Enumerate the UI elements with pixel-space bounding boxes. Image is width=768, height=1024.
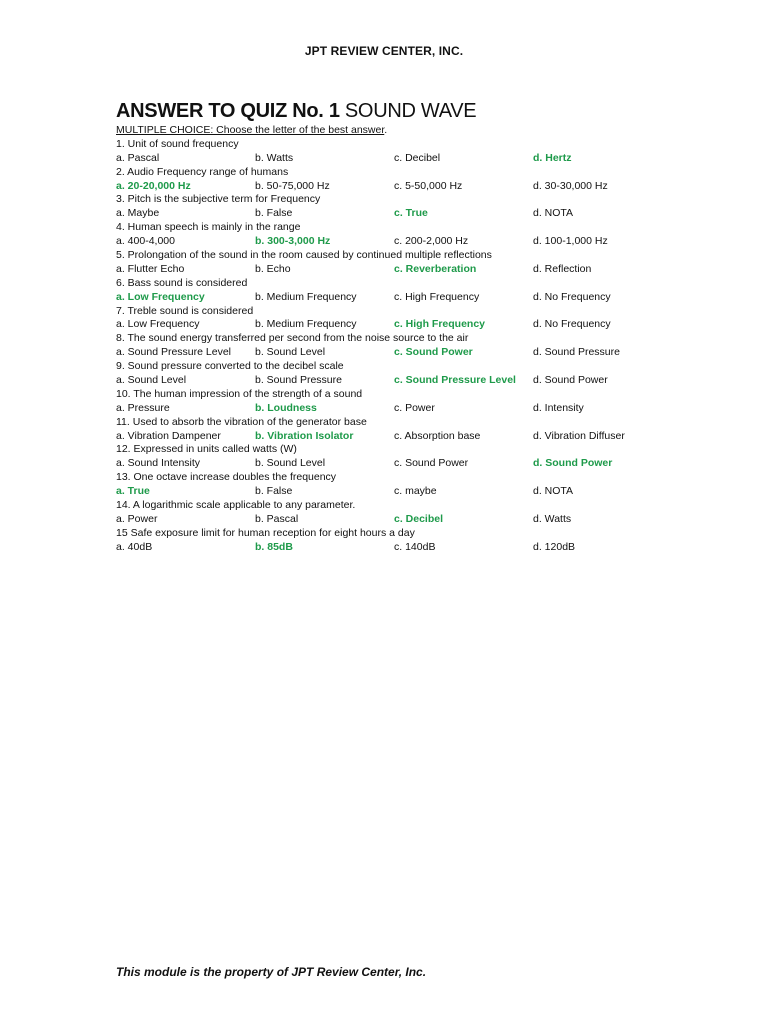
choice-option-b: b. Medium Frequency: [255, 290, 357, 303]
choice-option-d: d. No Frequency: [533, 318, 611, 331]
choice-option-b: b. False: [255, 485, 293, 498]
choice-option-a: a. Low Frequency: [116, 318, 200, 331]
quiz-title: [116, 100, 476, 123]
choice-option-c: c. Absorption base: [394, 429, 481, 442]
choice-option-a: a. Vibration Dampener: [116, 429, 221, 442]
question-text: 1. Unit of sound frequency: [116, 137, 239, 150]
choice-option-d: d. Sound Pressure: [533, 346, 620, 359]
question-text: 7. Treble sound is considered: [116, 304, 254, 317]
quiz-title-bold: ANSWER TO QUIZ No. 1: [116, 100, 340, 122]
choice-option-d: d. 100-1,000 Hz: [533, 235, 608, 248]
choice-option-b: b. Pascal: [255, 512, 299, 525]
choice-option-c: c. Power: [394, 401, 435, 414]
correct-answer-option: b. 300-3,000 Hz: [255, 235, 331, 248]
choice-option-a: a. Sound Pressure Level: [116, 346, 231, 359]
choice-option-a: a. Sound Level: [116, 374, 187, 387]
question-text: 4. Human speech is mainly in the range: [116, 221, 301, 234]
choice-row: [116, 541, 736, 555]
choice-option-d: d. Reflection: [533, 262, 592, 275]
correct-answer-option: b. Loudness: [255, 401, 317, 414]
choice-option-d: d. NOTA: [533, 207, 574, 220]
correct-answer-option: b. 85dB: [255, 540, 293, 553]
choice-option-a: a. 400-4,000: [116, 235, 175, 248]
quiz-content: [116, 124, 736, 555]
choice-row: [116, 457, 736, 471]
choice-row: [116, 152, 736, 166]
choice-row: [116, 180, 736, 194]
instructions: [116, 124, 736, 138]
choice-row: [116, 318, 736, 332]
choice-row: [116, 235, 736, 249]
choice-option-a: a. Flutter Echo: [116, 262, 185, 275]
choice-option-c: c. Sound Power: [394, 457, 469, 470]
question-text: 11. Used to absorb the vibration of the generator base: [116, 415, 367, 428]
correct-answer-option: d. Sound Power: [533, 457, 613, 470]
choice-option-c: c. Decibel: [394, 151, 441, 164]
choice-option-b: b. Medium Frequency: [255, 318, 357, 331]
choice-option-d: d. Intensity: [533, 401, 584, 414]
question-text: 5. Prolongation of the sound in the room caused by continued multiple reflections: [116, 249, 492, 262]
choice-option-c: c. 140dB: [394, 540, 436, 553]
question-text: 3. Pitch is the subjective term for Frequency: [116, 193, 321, 206]
question-text: 14. A logarithmic scale applicable to any parameter.: [116, 499, 356, 512]
question-list: [116, 138, 736, 555]
correct-answer-option: c. Reverberation: [394, 262, 477, 275]
choice-option-d: d. 120dB: [533, 540, 576, 553]
choice-option-b: b. Sound Level: [255, 457, 326, 470]
correct-answer-option: c. Sound Power: [394, 346, 473, 359]
question-text: 9. Sound pressure converted to the decibel scale: [116, 360, 344, 373]
document-header: JPT REVIEW CENTER, INC.: [304, 44, 464, 58]
correct-answer-option: a. Low Frequency: [116, 290, 205, 303]
choice-option-a: a. Pressure: [116, 401, 170, 414]
choice-row: [116, 263, 736, 277]
correct-answer-option: d. Hertz: [533, 151, 572, 164]
choice-option-a: a. Maybe: [116, 207, 160, 220]
choice-option-b: b. Sound Level: [255, 346, 326, 359]
choice-option-a: a. 40dB: [116, 540, 153, 553]
question-text: 13. One octave increase doubles the frequency: [116, 471, 337, 484]
choice-option-c: c. maybe: [394, 485, 437, 498]
choice-row: [116, 402, 736, 416]
footer-note: This module is the property of JPT Review Center, Inc.: [116, 965, 427, 979]
choice-option-a: a. Sound Intensity: [116, 457, 201, 470]
choice-row: [116, 513, 736, 527]
correct-answer-option: c. Decibel: [394, 512, 444, 525]
correct-answer-option: c. True: [394, 207, 428, 220]
choice-option-b: b. Watts: [255, 151, 294, 164]
choice-row: [116, 346, 736, 360]
choice-option-c: c. 5-50,000 Hz: [394, 179, 463, 192]
question-text: 6. Bass sound is considered: [116, 276, 248, 289]
choice-option-d: d. Sound Power: [533, 374, 608, 387]
choice-option-c: c. High Frequency: [394, 290, 480, 303]
correct-answer-option: a. True: [116, 485, 150, 498]
choice-option-d: d. 30-30,000 Hz: [533, 179, 608, 192]
question-text: 2. Audio Frequency range of humans: [116, 165, 289, 178]
choice-option-a: a. Pascal: [116, 151, 160, 164]
choice-option-b: b. False: [255, 207, 293, 220]
choice-option-d: d. NOTA: [533, 485, 574, 498]
choice-option-b: b. Echo: [255, 262, 291, 275]
choice-row: [116, 430, 736, 444]
choice-option-d: d. Vibration Diffuser: [533, 429, 625, 442]
choice-row: [116, 291, 736, 305]
choice-option-b: b. Sound Pressure: [255, 374, 342, 387]
correct-answer-option: c. High Frequency: [394, 318, 486, 331]
question-text: 15 Safe exposure limit for human reception for eight hours a day: [116, 526, 415, 539]
choice-row: [116, 374, 736, 388]
correct-answer-option: b. Vibration Isolator: [255, 429, 354, 442]
correct-answer-option: a. 20-20,000 Hz: [116, 179, 191, 192]
choice-option-c: c. 200-2,000 Hz: [394, 235, 469, 248]
question-text: 10. The human impression of the strength of a sound: [116, 387, 363, 400]
choice-option-d: d. Watts: [533, 512, 572, 525]
instructions-tail: .: [384, 124, 388, 136]
choice-option-a: a. Power: [116, 512, 158, 525]
choice-option-d: d. No Frequency: [533, 290, 611, 303]
choice-row: [116, 207, 736, 221]
question-text: 12. Expressed in units called watts (W): [116, 443, 297, 456]
question-text: 8. The sound energy transferred per second from the noise source to the air: [116, 332, 469, 345]
correct-answer-option: c. Sound Pressure Level: [394, 374, 516, 387]
quiz-title-subject: SOUND WAVE: [339, 100, 477, 122]
choice-option-b: b. 50-75,000 Hz: [255, 179, 330, 192]
choice-row: [116, 485, 736, 499]
instructions-text: MULTIPLE CHOICE: Choose the letter of the best answer: [116, 124, 385, 136]
